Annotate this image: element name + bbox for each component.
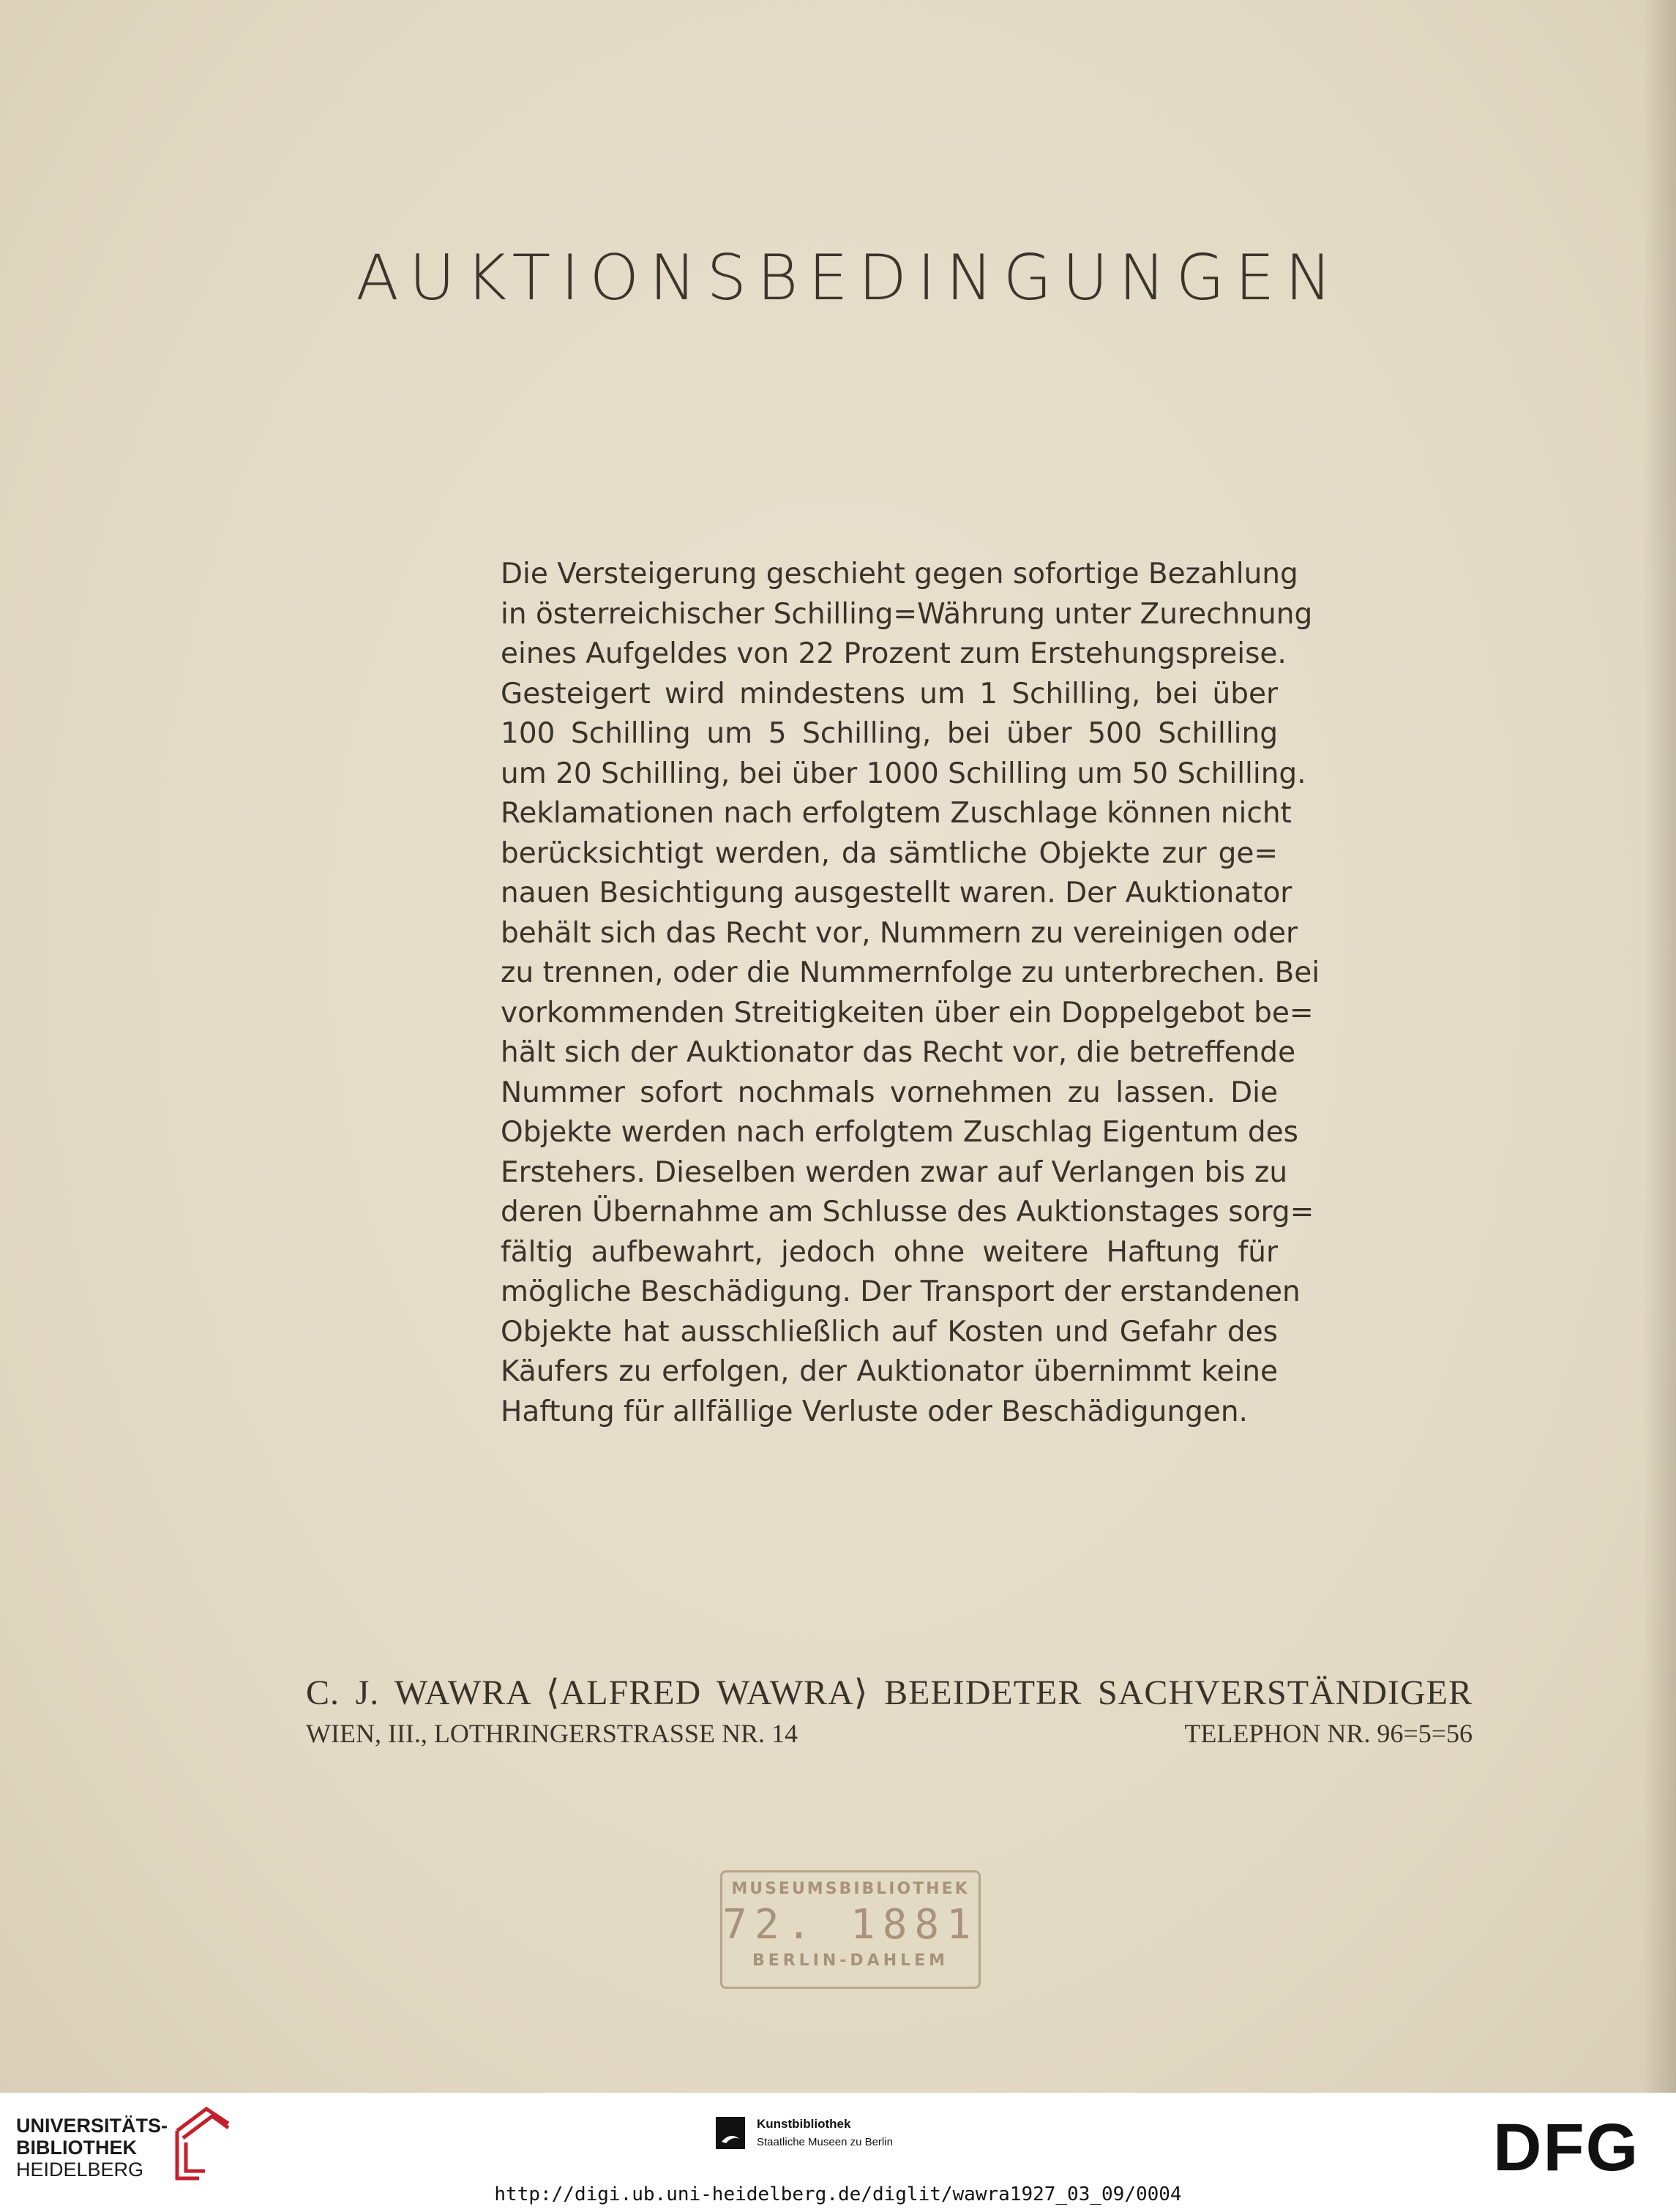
text-line: Erstehers. Dieselben werden zwar auf Verlangen bis zu [501, 1155, 1288, 1189]
text-line: Reklamationen nach erfolgtem Zuschlage können nicht [501, 797, 1292, 830]
ub-logo-line3: HEIDELBERG [16, 2159, 144, 2181]
firm-name: C. J. WAWRA ⟨ALFRED WAWRA⟩ BEEIDETER SACHVERSTÄNDIGER [306, 1673, 1473, 1712]
text-line: 100 Schilling um 5 Schilling, bei über 500 Schilling [501, 717, 1278, 750]
text-line: hält sich der Auktionator das Recht vor, die betreffende [501, 1036, 1296, 1069]
text-line: Nummer sofort nochmals vornehmen zu lassen. Die [501, 1076, 1278, 1109]
page-title: AUKTIONSBEDINGUNGEN [356, 241, 1342, 315]
text-line: Die Versteigerung geschieht gegen sofortige Bezahlung [501, 558, 1298, 591]
text-line: Objekte werden nach erfolgtem Zuschlag Eigentum des [501, 1116, 1298, 1149]
ub-logo-line1: UNIVERSITÄTS- [16, 2115, 168, 2137]
kunstbibliothek-name: Kunstbibliothek [757, 2117, 851, 2131]
firm-line [306, 1672, 1473, 1713]
text-line: vorkommenden Streitigkeiten über ein Doppelgebot be= [501, 996, 1314, 1030]
text-line: deren Übernahme am Schlusse des Auktionstages sorg= [501, 1196, 1314, 1229]
ub-heidelberg-logo[interactable] [16, 2115, 168, 2181]
ub-logo-line2: BIBLIOTHEK [16, 2137, 137, 2159]
text-line: Haftung für allfällige Verluste oder Beschädigungen. [501, 1395, 1248, 1428]
page-url[interactable]: http://digi.ub.uni-heidelberg.de/diglit/wawra1927_03_09/0004 [494, 2183, 1182, 2205]
firm-address: WIEN, III., LOTHRINGERSTRASSE NR. 14 [306, 1719, 798, 1748]
page-spine-shadow [1642, 0, 1676, 2093]
text-line: eines Aufgeldes von 22 Prozent zum Erstehungspreise. [501, 637, 1287, 670]
stamp-library-name: MUSEUMSBIBLIOTHEK [731, 1880, 970, 1898]
ub-heidelberg-emblem-icon [170, 2102, 236, 2182]
text-line: berücksichtigt werden, da sämtliche Objekte zur ge= [501, 836, 1278, 870]
text-line: Käufers zu erfolgen, der Auktionator übernimmt keine [501, 1355, 1278, 1388]
text-line: behält sich das Recht vor, Nummern zu vereinigen oder [501, 916, 1298, 950]
text-line: um 20 Schilling, bei über 1000 Schilling um 50 Schilling. [501, 757, 1306, 790]
text-line: zu trennen, oder die Nummernfolge zu unterbrechen. Bei [501, 956, 1320, 989]
kunstbibliothek-emblem-icon [716, 2117, 745, 2149]
text-line: mögliche Beschädigung. Der Transport der erstandenen [501, 1275, 1301, 1308]
stamp-location: BERLIN-DAHLEM [752, 1952, 949, 1970]
kunstbibliothek-subtitle: Staatliche Museen zu Berlin [757, 2136, 893, 2148]
firm-telephone: TELEPHON NR. 96=5=56 [1184, 1719, 1473, 1748]
text-line: Gesteigert wird mindestens um 1 Schilling, bei über [501, 677, 1278, 711]
text-line: fältig aufbewahrt, jedoch ohne weitere Haftung für [501, 1235, 1278, 1269]
library-stamp [720, 1870, 981, 1989]
stamp-shelf-number: 72. 1881 [722, 1901, 979, 1949]
text-line: in österreichischer Schilling=Währung unter Zurechnung [501, 597, 1313, 631]
dfg-logo[interactable]: DFG [1493, 2110, 1640, 2185]
text-line: Objekte hat ausschließlich auf Kosten und Gefahr des [501, 1315, 1278, 1349]
kunstbibliothek-logo[interactable] [716, 2117, 893, 2149]
address-line [306, 1718, 1473, 1749]
text-line: nauen Besichtigung ausgestellt waren. Der Auktionator [501, 877, 1292, 910]
auction-conditions-text [501, 555, 1320, 1432]
